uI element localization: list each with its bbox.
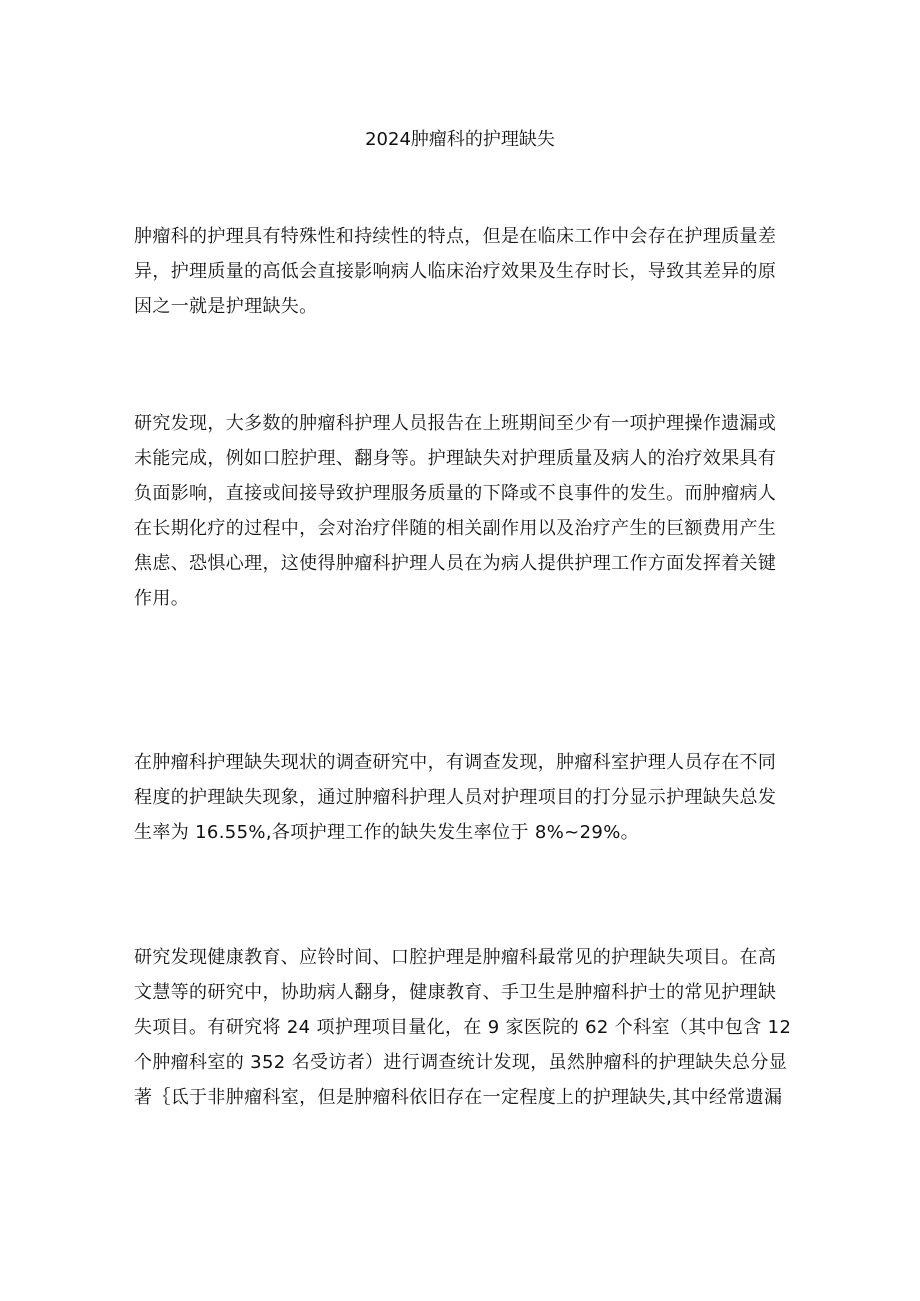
paragraph-line: 肿瘤科的护理具有特殊性和持续性的特点，但是在临床工作中会存在护理质量差 [134, 226, 777, 247]
paragraph-line: 个肿瘤科室的 352 名受访者）进行调查统计发现，虽然肿瘤科的护理缺失总分显 [134, 1052, 788, 1073]
paragraph-line: 失项目。有研究将 24 项护理项目量化，在 9 家医院的 62 个科室（其中包含 12 [134, 1017, 792, 1038]
paragraph-line: 焦虑、恐惧心理，这使得肿瘤科护理人员在为病人提供护理工作方面发挥着关键 [134, 553, 777, 574]
paragraph-survey-status [134, 745, 794, 850]
paragraph-line: 生率为 16.55%,各项护理工作的缺失发生率位于 8%~29%。 [134, 822, 639, 843]
document-title: 2024肿瘤科的护理缺失 [365, 129, 555, 150]
paragraph-line: 异，护理质量的高低会直接影响病人临床治疗效果及生存时长，导致其差异的原 [134, 261, 777, 282]
paragraph-line: 未能完成，例如口腔护理、翻身等。护理缺失对护理质量及病人的治疗效果具有 [134, 448, 777, 469]
paragraph-line: 因之一就是护理缺失。 [134, 296, 318, 317]
paragraph-research-findings [134, 406, 794, 616]
paragraph-common-items [134, 940, 794, 1115]
paragraph-line: 作用。 [134, 588, 190, 609]
paragraph-line: 在肿瘤科护理缺失现状的调查研究中，有调查发现，肿瘤科室护理人员存在不同 [134, 752, 777, 773]
paragraph-line: 负面影响，直接或间接导致护理服务质量的下降或不良事件的发生。而肿瘤病人 [134, 483, 777, 504]
paragraph-line: 文慧等的研究中，协助病人翻身，健康教育、手卫生是肿瘤科护士的常见护理缺 [134, 982, 777, 1003]
paragraph-intro [134, 219, 794, 324]
paragraph-line: 在长期化疗的过程中，会对治疗伴随的相关副作用以及治疗产生的巨额费用产生 [134, 518, 777, 539]
paragraph-line: 研究发现健康教育、应铃时间、口腔护理是肿瘤科最常见的护理缺失项目。在高 [134, 947, 777, 968]
paragraph-line: 著｛氐于非肿瘤科室，但是肿瘤科依旧存在一定程度上的护理缺失,其中经常遗漏 [134, 1087, 783, 1108]
paragraph-line: 研究发现，大多数的肿瘤科护理人员报告在上班期间至少有一项护理操作遗漏或 [134, 413, 777, 434]
paragraph-line: 程度的护理缺失现象，通过肿瘤科护理人员对护理项目的打分显示护理缺失总发 [134, 787, 777, 808]
